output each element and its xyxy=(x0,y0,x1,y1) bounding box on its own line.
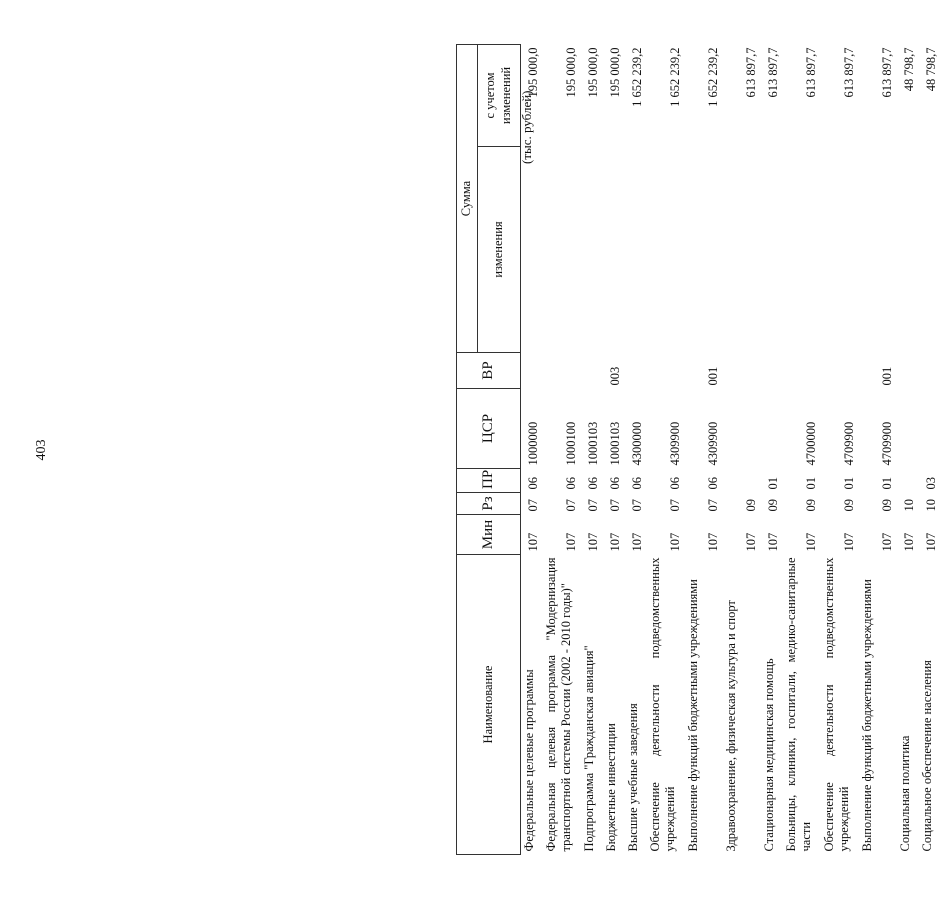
row-izmeneniya xyxy=(859,147,897,353)
row-vr xyxy=(897,353,919,389)
header-s-uchetom: с учетом изменений xyxy=(477,45,520,147)
row-izmeneniya xyxy=(603,147,625,353)
row-name: Выполнение функций бюджетными учреждениями xyxy=(685,579,700,852)
table-row xyxy=(761,45,783,855)
row-total: 195 000,0 xyxy=(608,47,622,98)
row-min: 107 xyxy=(766,532,780,552)
row-pr xyxy=(723,469,761,493)
row-min: 107 xyxy=(668,532,682,552)
row-min: 107 xyxy=(564,532,578,552)
row-rz: 07 xyxy=(564,499,578,512)
row-rz: 09 xyxy=(880,499,894,512)
row-izmeneniya xyxy=(543,147,581,353)
row-vr xyxy=(761,353,783,389)
table-row xyxy=(520,45,543,855)
row-vr xyxy=(783,353,821,389)
table-row xyxy=(821,45,859,855)
table-row xyxy=(897,45,919,855)
table-row xyxy=(647,45,685,855)
table-row xyxy=(859,45,897,855)
row-min: 107 xyxy=(924,532,938,552)
row-pr: 01 xyxy=(804,477,818,490)
row-izmeneniya xyxy=(821,147,859,353)
table-row xyxy=(685,45,723,855)
row-pr: 06 xyxy=(564,477,578,490)
row-izmeneniya xyxy=(647,147,685,353)
row-izmeneniya xyxy=(581,147,603,353)
row-izmeneniya xyxy=(783,147,821,353)
row-rz: 07 xyxy=(706,499,720,512)
row-csr xyxy=(723,389,761,469)
row-rz: 09 xyxy=(842,499,856,512)
row-total: 195 000,0 xyxy=(564,47,578,98)
row-izmeneniya xyxy=(897,147,919,353)
row-total: 195 000,0 xyxy=(526,47,540,98)
row-vr: 003 xyxy=(608,366,622,386)
row-total: 613 897,7 xyxy=(804,47,818,98)
row-izmeneniya xyxy=(761,147,783,353)
row-vr xyxy=(520,353,543,389)
row-vr xyxy=(919,353,941,389)
row-min: 107 xyxy=(526,532,540,552)
row-rz: 09 xyxy=(744,499,758,512)
row-csr xyxy=(761,389,783,469)
row-total: 613 897,7 xyxy=(880,47,894,98)
row-pr: 01 xyxy=(766,477,780,490)
row-pr: 06 xyxy=(630,477,644,490)
row-pr: 06 xyxy=(706,477,720,490)
row-name: Стационарная медицинская помощь xyxy=(761,658,776,852)
row-pr: 06 xyxy=(586,477,600,490)
row-min: 107 xyxy=(586,532,600,552)
row-csr xyxy=(919,389,941,469)
row-name: Федеральные целевые программы xyxy=(521,669,536,852)
row-csr: 1000103 xyxy=(586,421,600,466)
row-min: 107 xyxy=(902,532,916,552)
row-total: 613 897,7 xyxy=(766,47,780,98)
row-pr: 06 xyxy=(608,477,622,490)
header-summa: Сумма xyxy=(457,45,478,353)
row-pr: 06 xyxy=(526,477,540,490)
row-rz: 07 xyxy=(608,499,622,512)
row-rz: 09 xyxy=(804,499,818,512)
row-csr: 4700000 xyxy=(804,421,818,466)
row-vr xyxy=(647,353,685,389)
row-name: Больницы, клиники, госпитали, медико-санитарные части xyxy=(783,557,814,852)
row-vr xyxy=(821,353,859,389)
row-name: Подпрограмма "Гражданская авиация" xyxy=(581,645,596,852)
table-row xyxy=(581,45,603,855)
row-pr: 06 xyxy=(668,477,682,490)
row-csr: 1000100 xyxy=(564,421,578,466)
row-name: Бюджетные инвестиции xyxy=(603,723,618,852)
table-row xyxy=(723,45,761,855)
row-csr: 4309900 xyxy=(668,421,682,466)
row-total: 1 652 239,2 xyxy=(630,47,644,107)
row-rz: 10 xyxy=(902,499,916,512)
budget-table xyxy=(456,44,941,855)
row-rz: 07 xyxy=(668,499,682,512)
row-name: Федеральная целевая программа "Модернизация транспортной системы России (2002 - 2010 годы)" xyxy=(543,557,574,852)
row-rz: 07 xyxy=(630,499,644,512)
table-row xyxy=(603,45,625,855)
row-min: 107 xyxy=(630,532,644,552)
row-izmeneniya xyxy=(520,147,543,353)
row-izmeneniya xyxy=(685,147,723,353)
row-name: Здравоохранение, физическая культура и спорт xyxy=(723,600,738,852)
row-vr xyxy=(625,353,647,389)
page-number: 403 xyxy=(34,439,49,461)
row-csr: 4709900 xyxy=(880,421,894,466)
row-vr xyxy=(723,353,761,389)
header-csr: ЦСР xyxy=(457,389,521,469)
row-csr: 4300000 xyxy=(630,421,644,466)
row-name: Выполнение функций бюджетными учреждениями xyxy=(859,579,874,852)
table-header xyxy=(457,45,521,855)
row-izmeneniya xyxy=(723,147,761,353)
row-name: Высшие учебные заведения xyxy=(625,703,640,852)
header-rz: Рз xyxy=(457,493,521,515)
row-total: 48 798,7 xyxy=(924,47,938,92)
row-total: 48 798,7 xyxy=(902,47,916,92)
row-name: Обеспечение деятельности подведомственных учреждений xyxy=(647,557,678,852)
header-pr: ПР xyxy=(457,469,521,493)
units-note: (тыс. рублей) xyxy=(519,90,534,164)
header-name: Наименование xyxy=(457,555,521,855)
table-row xyxy=(783,45,821,855)
row-pr: 01 xyxy=(842,477,856,490)
row-rz: 09 xyxy=(766,499,780,512)
row-vr xyxy=(581,353,603,389)
row-total: 1 652 239,2 xyxy=(668,47,682,107)
row-izmeneniya xyxy=(919,147,941,353)
row-total: 613 897,7 xyxy=(842,47,856,98)
row-min: 107 xyxy=(608,532,622,552)
row-total: 613 897,7 xyxy=(744,47,758,98)
row-total: 1 652 239,2 xyxy=(706,47,720,107)
row-min: 107 xyxy=(804,532,818,552)
row-pr xyxy=(897,469,919,493)
row-rz: 07 xyxy=(586,499,600,512)
table-body xyxy=(520,45,941,855)
row-pr: 03 xyxy=(924,477,938,490)
row-min: 107 xyxy=(842,532,856,552)
header-vr: ВР xyxy=(457,353,521,389)
table-row xyxy=(543,45,581,855)
row-vr: 001 xyxy=(880,366,894,386)
row-min: 107 xyxy=(880,532,894,552)
row-csr: 1000000 xyxy=(526,421,540,466)
row-csr: 1000103 xyxy=(608,421,622,466)
row-min: 107 xyxy=(706,532,720,552)
row-csr: 4709900 xyxy=(842,421,856,466)
row-min: 107 xyxy=(744,532,758,552)
row-vr: 001 xyxy=(706,366,720,386)
table-row xyxy=(919,45,941,855)
row-total: 195 000,0 xyxy=(586,47,600,98)
row-name: Социальное обеспечение населения xyxy=(919,660,934,852)
row-rz: 07 xyxy=(526,499,540,512)
row-csr xyxy=(897,389,919,469)
row-name: Обеспечение деятельности подведомственных учреждений xyxy=(821,557,852,852)
row-csr: 4309900 xyxy=(706,421,720,466)
table-row xyxy=(625,45,647,855)
row-izmeneniya xyxy=(625,147,647,353)
row-rz: 10 xyxy=(924,499,938,512)
header-min: Мин xyxy=(457,515,521,555)
row-vr xyxy=(543,353,581,389)
row-pr: 01 xyxy=(880,477,894,490)
header-izmeneniya: изменения xyxy=(477,147,520,353)
row-name: Социальная политика xyxy=(897,735,912,852)
